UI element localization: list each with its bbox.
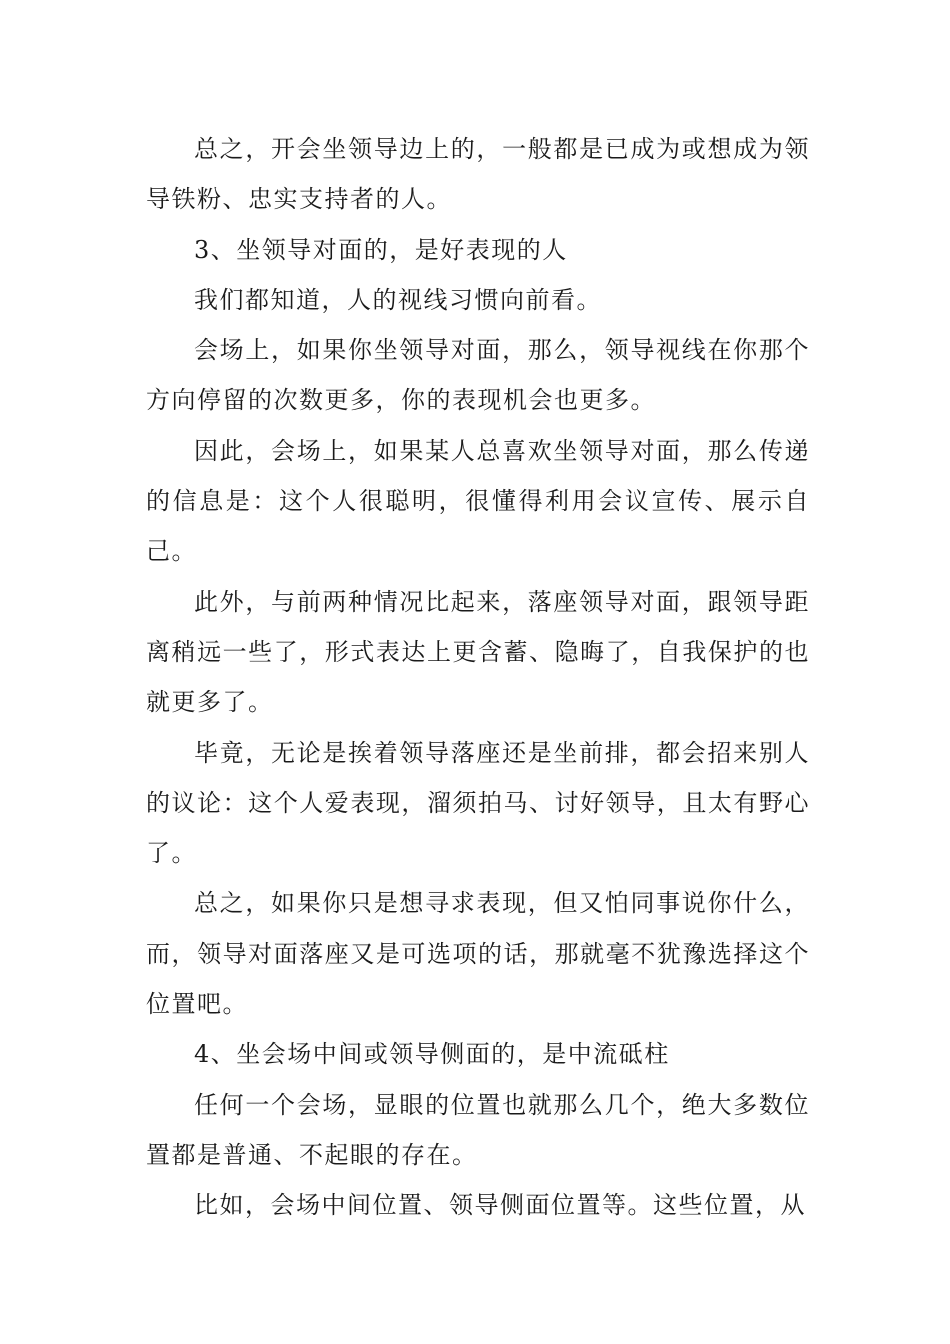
paragraph-venue-opposite: 会场上，如果你坐领导对面，那么，领导视线在你那个方向停留的次数更多，你的表现机会也更多。 [146, 336, 810, 415]
paragraph-therefore: 因此，会场上，如果某人总喜欢坐领导对面，那么传递的信息是：这个人很聪明，很懂得利用会议宣传、展示自己。 [146, 436, 810, 566]
paragraph-for-example: 比如，会场中间位置、领导侧面位置等。这些位置，从 [194, 1191, 806, 1220]
paragraph-line-of-sight: 我们都知道，人的视线习惯向前看。 [194, 285, 602, 314]
paragraph-summary-2: 总之，如果你只是想寻求表现，但又怕同事说你什么，而，领导对面落座又是可选项的话，那就毫不犹豫选择这个位置吧。 [146, 889, 810, 1019]
section-heading-4: 4、坐会场中间或领导侧面的，是中流砥柱 [194, 1040, 670, 1069]
document-page [146, 124, 810, 1231]
paragraph-any-venue: 任何一个会场，显眼的位置也就那么几个，绝大多数位置都是普通、不起眼的存在。 [146, 1090, 810, 1169]
section-heading-3: 3、坐领导对面的，是好表现的人 [194, 235, 568, 264]
paragraph-besides: 此外，与前两种情况比起来，落座领导对面，跟领导距离稍远一些了，形式表达上更含蓄、隐晦了，自我保护的也就更多了。 [146, 587, 810, 717]
paragraph-summary-1: 总之，开会坐领导边上的，一般都是已成为或想成为领导铁粉、忠实支持者的人。 [146, 135, 810, 214]
paragraph-after-all: 毕竟，无论是挨着领导落座还是坐前排，都会招来别人的议论：这个人爱表现，溜须拍马、讨好领导，且太有野心了。 [146, 738, 810, 868]
